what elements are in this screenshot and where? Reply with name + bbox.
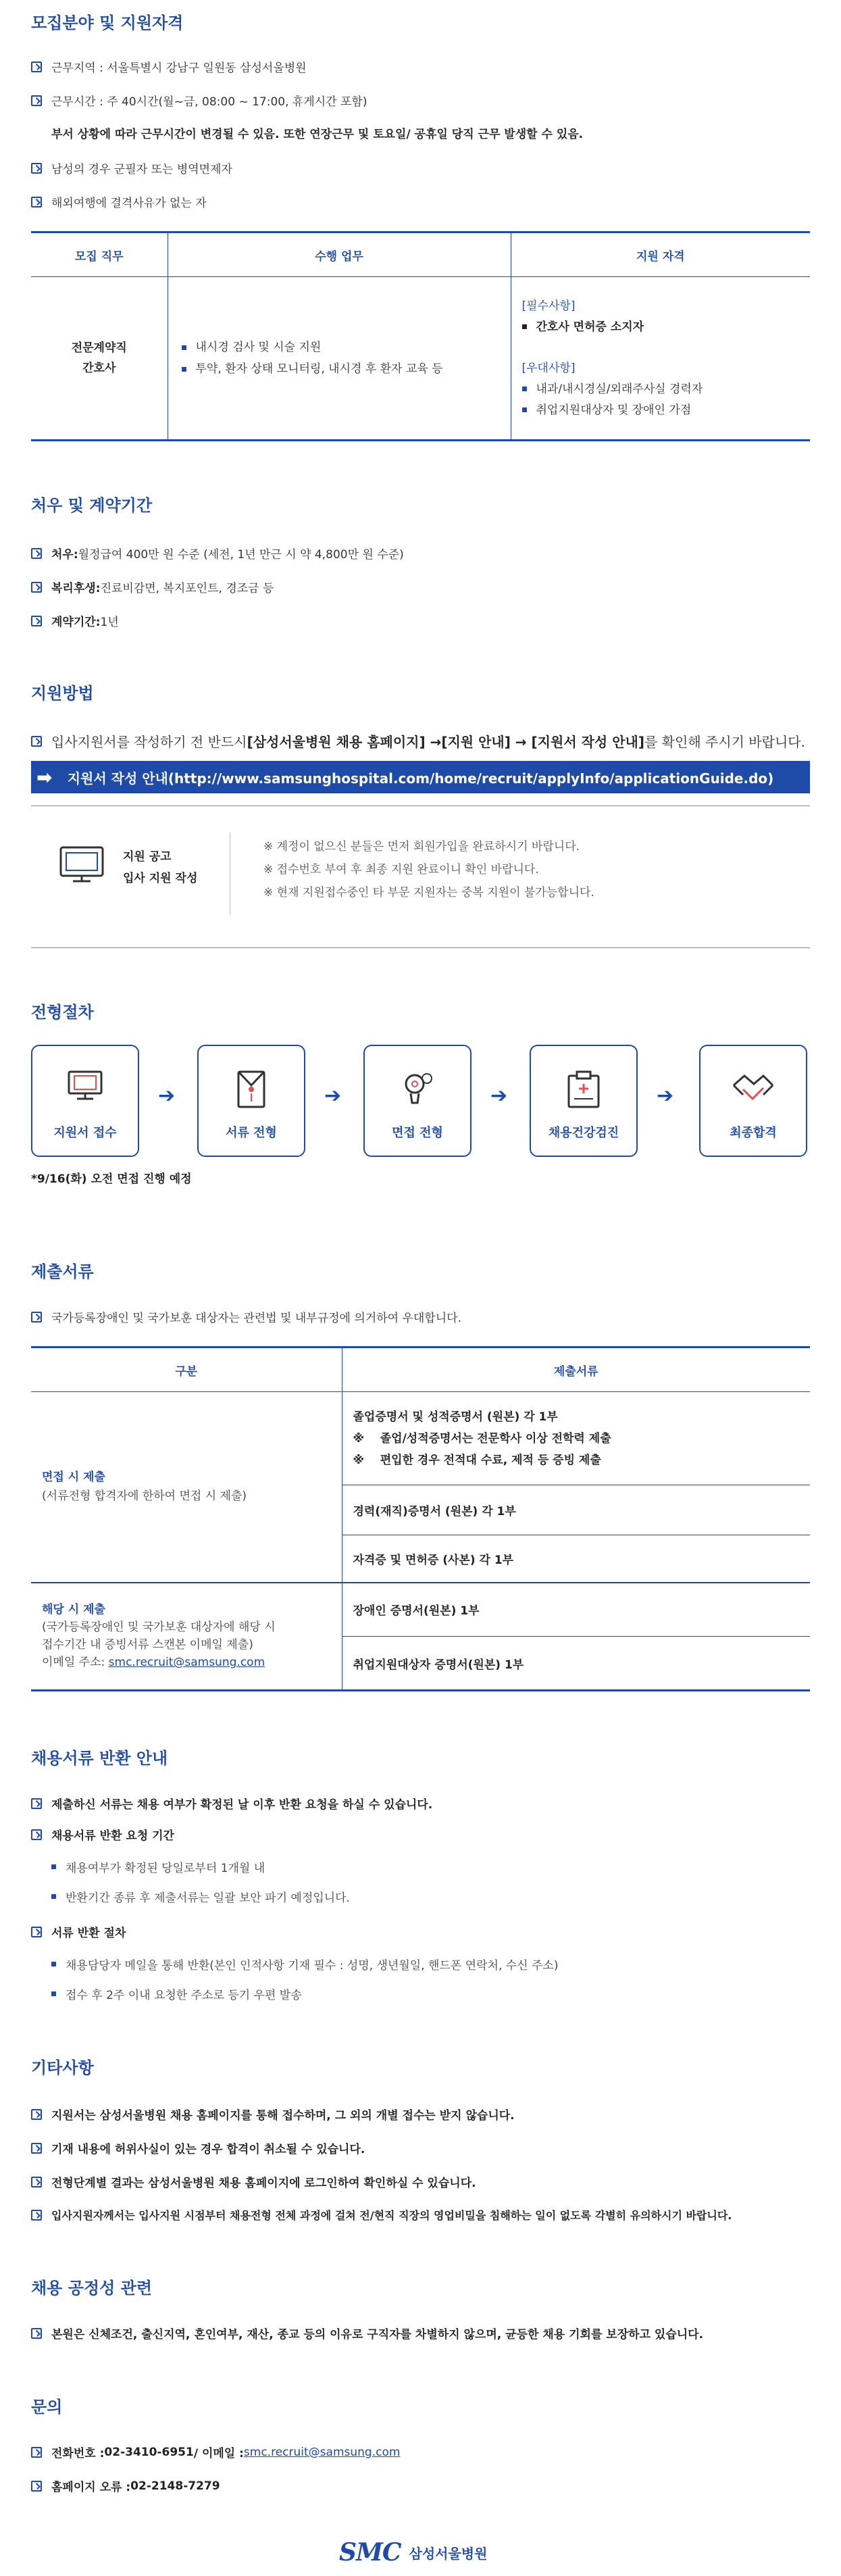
preferred-item: 내과/내시경실/외래주사실 경력자	[522, 379, 811, 400]
section-title-return: 채용서류 반환 안내	[31, 1749, 168, 1768]
apply-intro: 입사지원서를 작성하기 전 반드시 [삼성서울병원 채용 홈페이지] →[지원 안내] → [지원서 작성 안내] 를 확인해 주시기 바랍니다.	[31, 731, 805, 751]
qualification-cell: [필수사항] 간호사 면허증 소지자 [우대사항] 내과/내시경실/외래주사실 경력자 취업지원대상자 및 장애인 가점	[511, 277, 810, 441]
section-title-recruit: 모집분야 및 지원자격	[31, 14, 184, 32]
check-icon	[31, 1927, 42, 1937]
check-icon	[31, 2481, 42, 2492]
bullet-pay: 처우: 월정급여 400만 원 수준 (세전, 1년 만근 시 약 4,800만 원 수준)	[31, 545, 404, 562]
check-icon	[31, 2109, 42, 2120]
hospital-logo	[339, 2538, 487, 2567]
doc-license: 자격증 및 면허증 (사본) 각 1부	[342, 1535, 810, 1583]
section-title-contact: 문의	[31, 2398, 63, 2417]
return-period-heading: 채용서류 반환 요청 기간	[31, 1826, 174, 1843]
th-duties: 수행 업무	[168, 232, 511, 277]
contact-phone: 전화번호 : 02-3410-6951 / 이메일 : smc.recruit@samsung.com	[31, 2444, 400, 2460]
interview-note: *9/16(화) 오전 면접 진행 예정	[31, 1172, 192, 1186]
computer-icon	[65, 1069, 105, 1106]
check-icon	[31, 1829, 42, 1840]
section-title-benefits: 처우 및 계약기간	[31, 496, 152, 515]
fairness-item: 본원은 신체조건, 출신지역, 혼인여부, 재산, 종교 등의 이유로 구직자를 차별하지 않으며, 균등한 채용 기회를 보장하고 있습니다.	[31, 2325, 703, 2342]
documents-table	[31, 1346, 810, 1691]
interview-icon	[397, 1069, 438, 1113]
th-role: 모집 직무	[31, 232, 168, 277]
check-icon	[31, 548, 42, 559]
doc-career: 경력(재직)증명서 (원본) 각 1부	[342, 1485, 810, 1535]
bullet-location: 근무지역 : 서울특별시 강남구 일원동 삼성서울병원	[31, 58, 307, 75]
check-icon	[31, 2328, 42, 2339]
th-qualification: 지원 자격	[511, 232, 810, 277]
documents-intro: 국가등록장애인 및 국가보훈 대상자는 관련법 및 내부규정에 의거하여 우대합니다.	[31, 1308, 461, 1325]
etc-item: 지원서는 삼성서울병원 채용 홈페이지를 통해 접수하며, 그 외의 개별 접수는 받지 않습니다.	[31, 2106, 515, 2123]
arrow-icon: ➔	[490, 1084, 508, 1108]
check-icon	[31, 582, 42, 593]
recruit-table	[31, 231, 810, 441]
email-link[interactable]: smc.recruit@samsung.com	[108, 1656, 265, 1670]
arrow-icon: ➔	[324, 1084, 342, 1108]
return-period-item: 반환기간 종류 후 제출서류는 일괄 보안 파기 예정입니다.	[51, 1888, 350, 1905]
bullet-military: 남성의 경우 군필자 또는 병역면제자	[31, 159, 232, 176]
monitor-icon	[58, 845, 105, 890]
etc-item: 전형단계별 결과는 삼성서울병원 채용 홈페이지에 로그인하여 확인하실 수 있습니다.	[31, 2173, 476, 2190]
check-icon	[31, 163, 42, 174]
doc-veteran: 취업지원대상자 증명서(원본) 1부	[342, 1637, 810, 1691]
clipboard-icon	[565, 1069, 603, 1113]
contact-homepage-error: 홈페이지 오류 : 02-2148-7279	[31, 2477, 220, 2494]
logo-mark: SMC	[339, 2538, 401, 2567]
step-final: 최종합격	[699, 1045, 807, 1157]
check-icon	[31, 2177, 42, 2187]
section-title-etc: 기타사항	[31, 2058, 94, 2077]
return-line1: 제출하신 서류는 채용 여부가 확정된 날 이후 반환 요청을 하실 수 있습니다.	[31, 1795, 432, 1812]
handshake-icon	[730, 1069, 777, 1110]
doc-disability: 장애인 증명서(원본) 1부	[342, 1583, 810, 1637]
duty-item: 투약, 환자 상태 모니터링, 내시경 후 환자 교육 등	[182, 358, 511, 380]
etc-item: 입사지원자께서는 입사지원 시점부터 채용전형 전체 과정에 걸쳐 전/현직 직장의 영업비밀을 침해하는 일이 없도록 각별히 유의하시기 바랍니다.	[31, 2207, 732, 2223]
arrow-icon: ➔	[158, 1084, 176, 1108]
check-icon	[31, 736, 42, 747]
section-title-documents: 제출서류	[31, 1262, 94, 1281]
duties-cell	[168, 277, 511, 441]
check-icon	[31, 1798, 42, 1809]
etc-item: 기재 내용에 허위사실이 있는 경우 합격이 취소될 수 있습니다.	[31, 2139, 365, 2156]
divider	[31, 947, 810, 948]
duty-item: 내시경 검사 및 시술 지원	[182, 337, 511, 358]
check-icon	[31, 616, 42, 626]
group-if-applicable: 해당 시 제출 (국가등록장애인 및 국가보훈 대상자에 해당 시 접수기간 내 증빙서류 스캔본 이메일 제출) 이메일 주소: smc.recruit@samsung.com	[42, 1603, 276, 1670]
check-icon	[31, 1312, 42, 1322]
doc-graduation: 졸업증명서 및 성적증명서 (원본) 각 1부 ※ 졸업/성적증명서는 전문학사 이상 전학력 제출 ※ 편입한 경우 전적대 수료, 제적 등 증빙 제출	[342, 1392, 810, 1485]
group-interview: 면접 시 제출 (서류전형 합격자에 한하여 면접 시 제출)	[31, 1392, 342, 1583]
bullet-travel: 해외여행에 결격사유가 없는 자	[31, 193, 207, 210]
role-cell: 전문계약직 간호사	[71, 341, 127, 375]
arrow-icon: ➔	[657, 1084, 674, 1108]
return-procedure-heading: 서류 반환 절차	[31, 1923, 126, 1940]
return-procedure-item: 접수 후 2주 이내 요청한 주소로 등기 우편 발송	[51, 1985, 302, 2002]
return-period-item: 채용여부가 확정된 당일로부터 1개월 내	[51, 1858, 265, 1875]
step-apply: 지원서 접수	[31, 1045, 139, 1157]
logo-name: 삼성서울병원	[409, 2545, 488, 2562]
application-guide-link[interactable]: ➡ 지원서 작성 안내(http://www.samsunghospital.com/home/recruit/applyInfo/applicationGuide.do)	[31, 761, 810, 793]
return-procedure-item: 채용담당자 메일을 통해 반환(본인 인적사항 기재 필수 : 성명, 생년월일, 핸드폰 연락처, 수신 주소)	[51, 1956, 559, 1973]
bullet-hours: 근무시간 : 주 40시간(월~금, 08:00 ~ 17:00, 휴게시간 포함)	[31, 92, 367, 109]
section-title-apply: 지원방법	[31, 684, 94, 703]
step-document: 서류 전형	[197, 1045, 305, 1157]
hours-note: 부서 상황에 따라 근무시간이 변경될 수 있음. 또한 연장근무 및 토요일/ 공휴일 당직 근무 발생할 수 있음.	[51, 128, 584, 141]
apply-notes: ※ 계정이 없으신 분들은 먼저 회원가입을 완료하시기 바랍니다. ※ 접수번호 부여 후 최종 지원 완료이니 확인 바랍니다. ※ 현재 지원접수중인 타 부문 지원자는 중복 지원이 불가능합니다.	[263, 840, 594, 899]
arrow-right-icon: ➡	[36, 766, 53, 789]
section-title-fairness: 채용 공정성 관련	[31, 2279, 152, 2298]
required-item: 간호사 면허증 소지자	[522, 317, 811, 338]
check-icon	[31, 2447, 42, 2458]
check-icon	[31, 2143, 42, 2154]
check-icon	[31, 2210, 42, 2221]
th-documents: 제출서류	[342, 1347, 810, 1392]
step-checkup: 채용건강검진	[530, 1045, 638, 1157]
apply-box-label: 지원 공고 입사 지원 작성	[123, 850, 198, 885]
preferred-item: 취업지원대상자 및 장애인 가점	[522, 400, 811, 421]
th-category: 구분	[31, 1347, 342, 1392]
step-interview: 면접 전형	[363, 1045, 472, 1157]
envelope-icon	[234, 1069, 268, 1113]
check-icon	[31, 61, 42, 72]
check-icon	[31, 95, 42, 106]
bullet-contract: 계약기간: 1년	[31, 612, 119, 629]
contact-email-link[interactable]: smc.recruit@samsung.com	[243, 2445, 401, 2459]
section-title-process: 전형절차	[31, 1003, 94, 1022]
bullet-welfare: 복리후생: 진료비감면, 복지포인트, 경조금 등	[31, 578, 274, 595]
check-icon	[31, 197, 42, 207]
